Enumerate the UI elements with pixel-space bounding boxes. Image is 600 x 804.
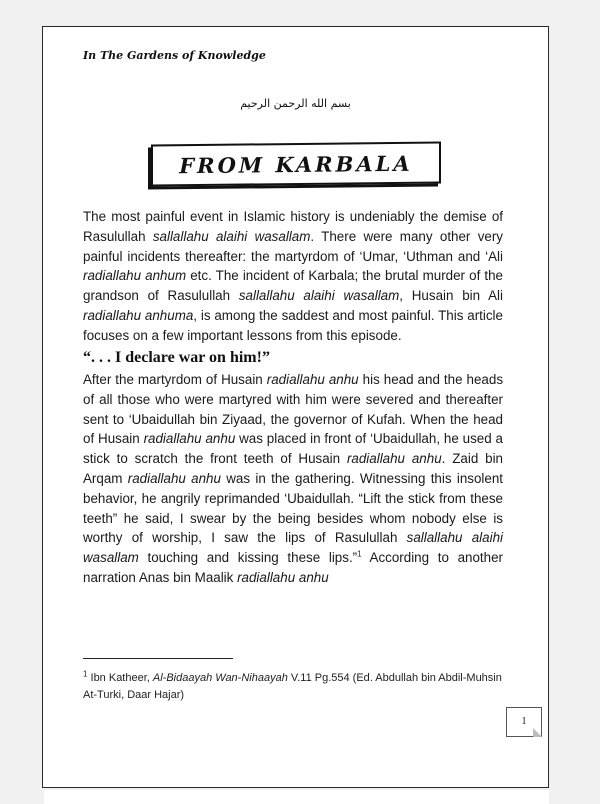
page-curl-icon [533,728,542,737]
document-page [42,26,549,788]
footnote-reference[interactable]: 1 [357,549,362,559]
article-title: FROM KARBALA [179,150,413,178]
body-paragraph: After the martyrdom of Husain radiallahu anhu his head and the heads of all those who were martyred with him were severed and thereafter sent to ‘Ubaidullah bin Ziyaad, the governor of Kufah. When the head of Husain radiallahu anhu was placed in front of ‘Ubaidullah, he used a stick to scratch the front teeth of Husain radiallahu anhu. Zaid bin Arqam radiallahu anhu was in the gathering. Witnessing this insolent behavior, he angrily reprimanded ‘Ubaidullah. “Lift the stick from these teeth” he said, I swear by the being besides whom nobody else is worthy of worship, I saw the lips of Rasulullah sallallahu alaihi wasallam touching and kissing these lips.”$^1$ According to another narration Anas bin Maalik radiallahu anhu [83,372,504,585]
footnote-divider [83,658,233,659]
page-number: 1 [506,707,542,737]
section-heading: “. . . I declare war on him!” [83,349,270,366]
basmala: بسم الله الرحمن الرحيم [240,97,351,110]
running-header: In The Gardens of Knowledge [83,49,266,62]
next-page-edge [44,790,549,804]
footnote: $^1$ Ibn Katheer, Al-Bidaayah Wan-Nihaayah V.11 Pg.554 (Ed. Abdullah bin Abdil-Muhsin At-Turki, Daar Hajar) [83,669,502,701]
intro-paragraph: The most painful event in Islamic history is undeniably the demise of Rasulullah sallallahu alaihi wasallam. There were many other very painful incidents thereafter: the martyrdom of ‘Umar, ‘Uthman and ‘Ali radiallahu anhum etc. The incident of Karbala; the brutal murder of the grandson of Rasulullah sallallahu alaihi wasallam, Husain bin Ali radiallahu anhuma, is among the saddest and most painful. This article focuses on a few important lessons from this episode. [83,209,503,343]
title-banner [151,141,441,186]
